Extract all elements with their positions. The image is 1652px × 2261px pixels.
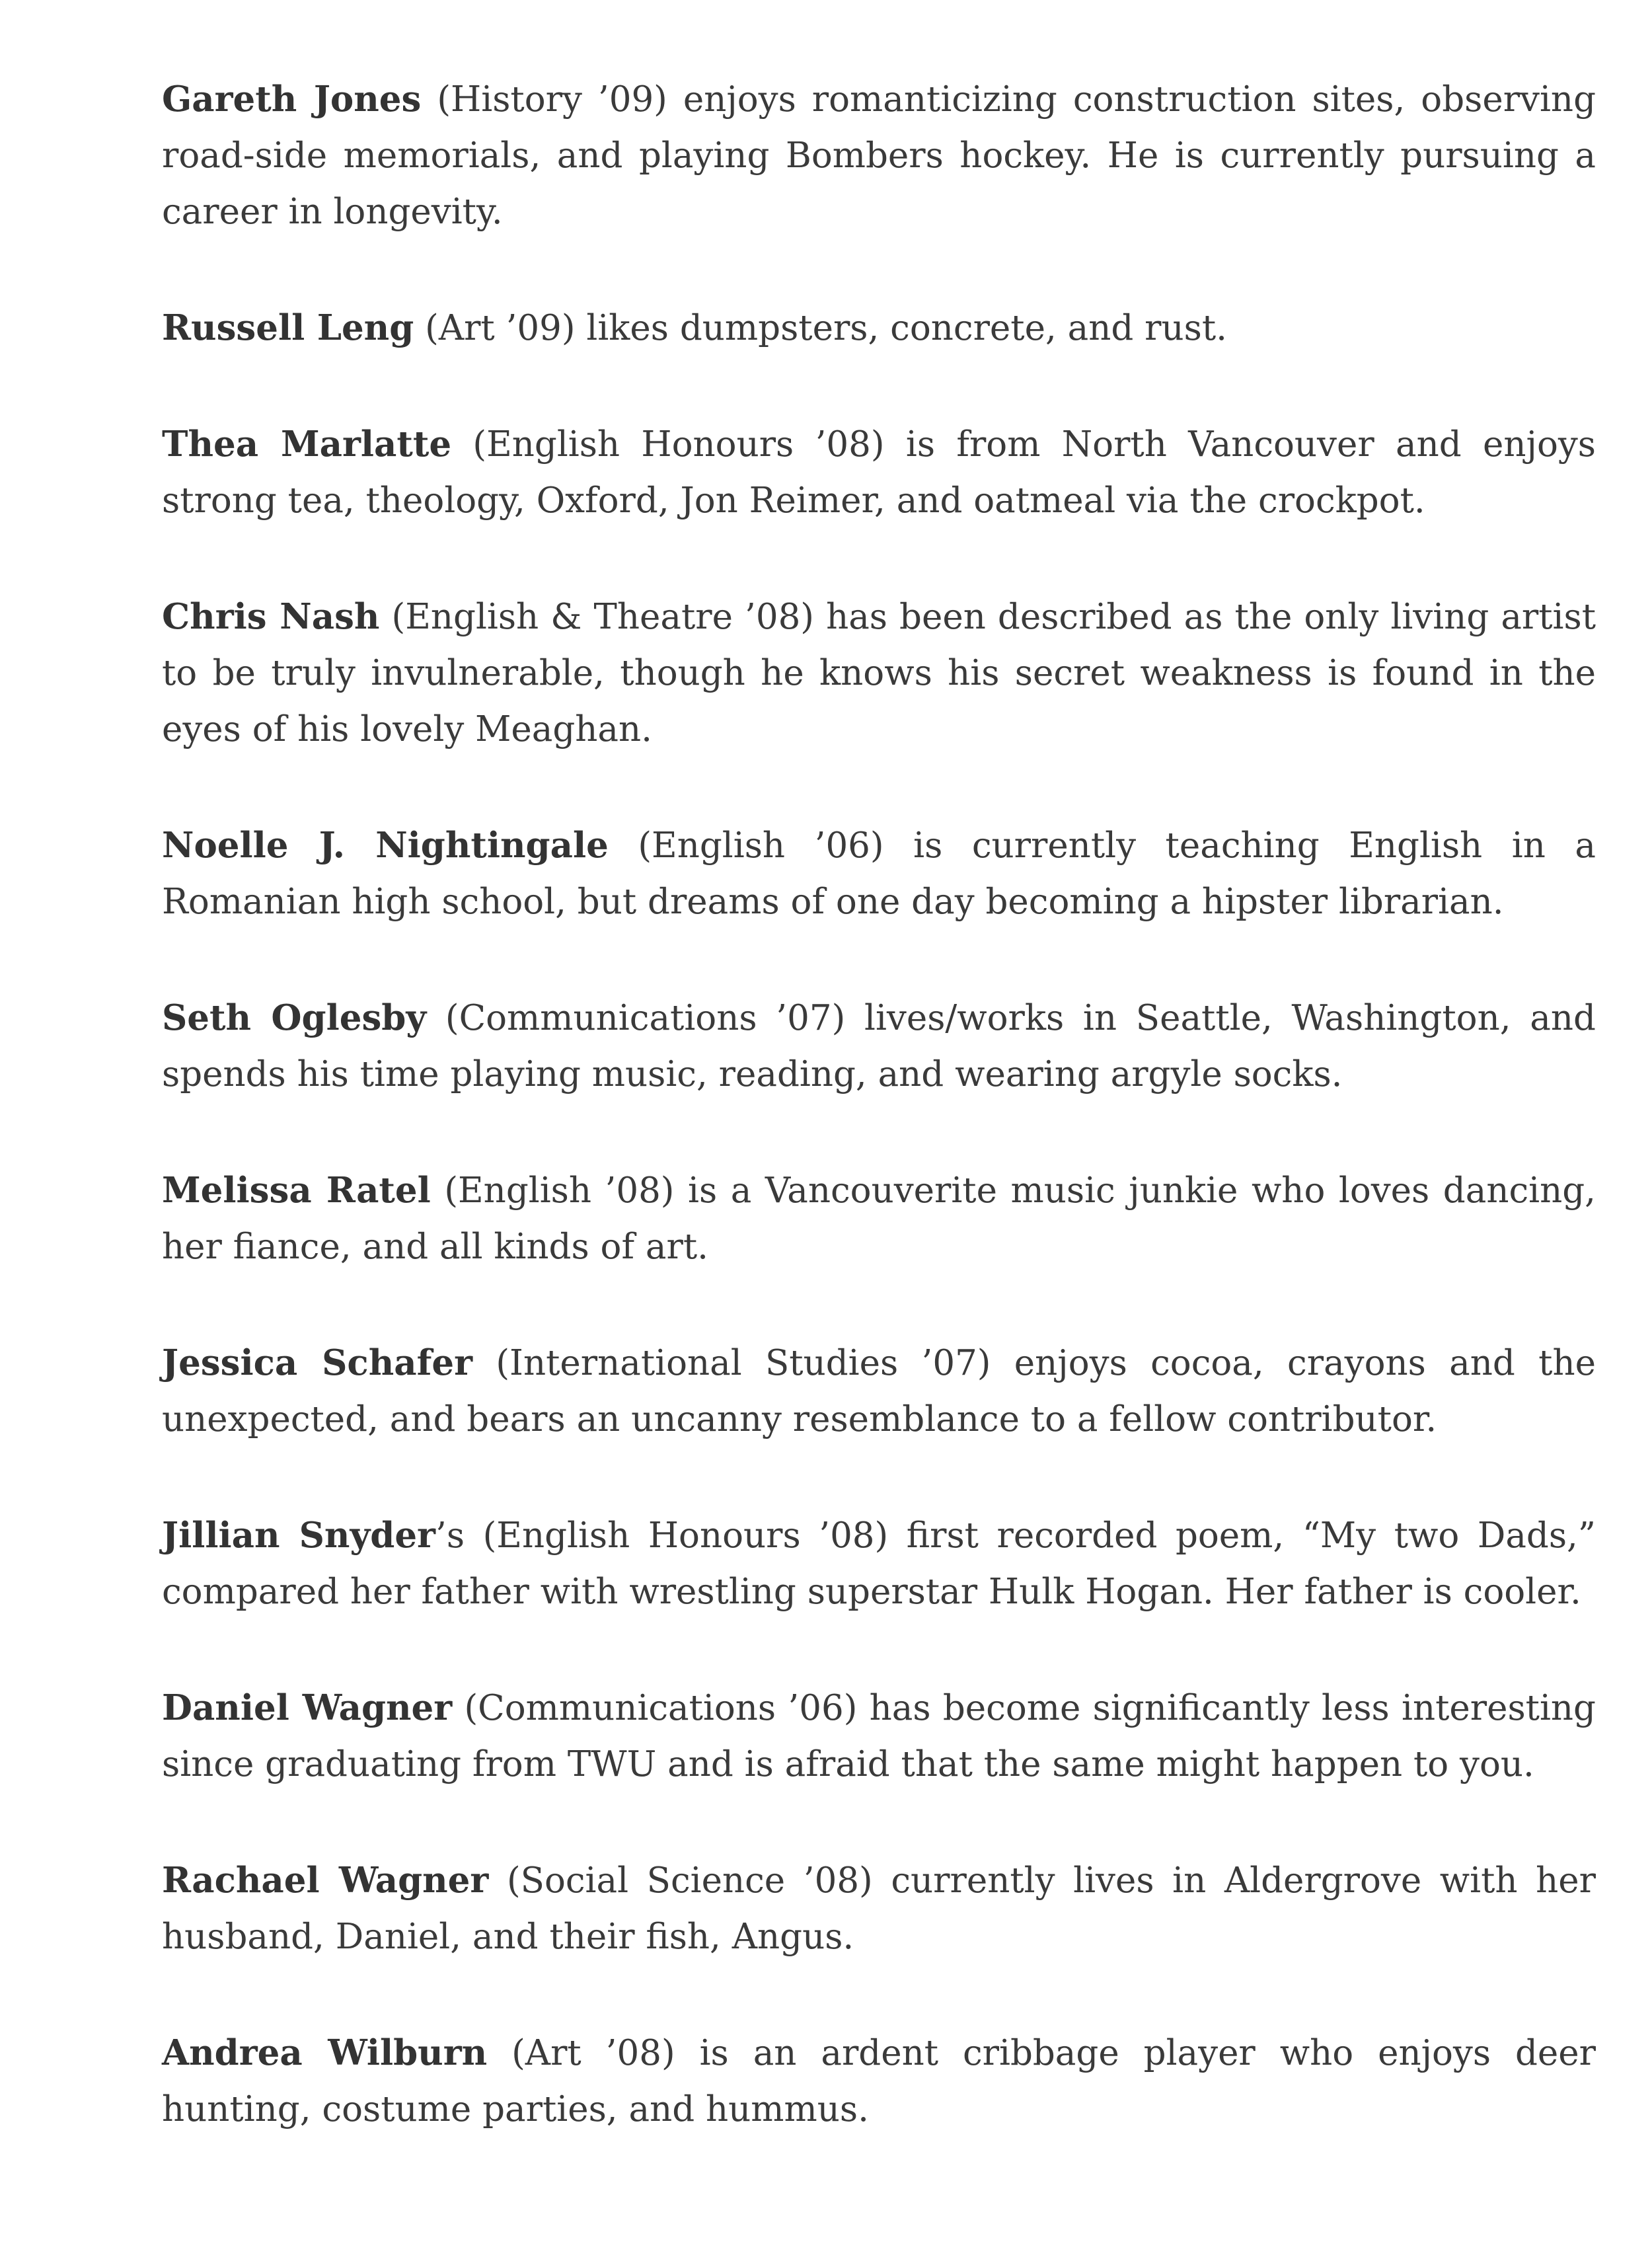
contributor-name: Gareth Jones: [162, 79, 422, 120]
bio-russell-leng: [162, 300, 1596, 356]
contributor-name: Jessica Schafer: [162, 1342, 473, 1383]
contributor-affiliation: (English & Theatre ’08): [391, 597, 814, 637]
bio-jillian-snyder: [162, 1508, 1596, 1620]
contributor-name: Seth Oglesby: [162, 997, 427, 1038]
contributor-affiliation: (International Studies ’07): [496, 1343, 991, 1383]
bio-jessica-schafer: [162, 1335, 1596, 1447]
contributor-description: enjoys cocoa, crayons and the unexpected, and bears an uncanny resemblance to a fellow contributor.: [162, 1343, 1596, 1439]
contributor-description: is an ardent cribbage player who enjoys deer hunting, costume parties, and hummus.: [162, 2033, 1596, 2129]
contributor-name: Noelle J. Nightingale: [162, 825, 609, 866]
bio-seth-oglesby: [162, 990, 1596, 1102]
contributor-name: Andrea Wilburn: [162, 2032, 488, 2073]
contributor-name: Jillian Snyder: [162, 1515, 435, 1556]
bio-thea-marlatte: [162, 416, 1596, 529]
contributor-affiliation: (Communications ’07): [445, 998, 846, 1038]
contributor-description: is currently teaching English in a Romanian high school, but dreams of one day becoming a hipster librarian.: [162, 825, 1596, 922]
bio-daniel-wagner: [162, 1680, 1596, 1792]
contributor-affiliation: (Art ’08): [511, 2033, 675, 2073]
contributor-name: Daniel Wagner: [162, 1687, 453, 1728]
contributor-affiliation: (History ’09): [437, 79, 667, 120]
contributor-description: is a Vancouverite music junkie who loves dancing, her fiance, and all kinds of art.: [162, 1170, 1596, 1267]
contributor-name: Russell Leng: [162, 307, 414, 348]
bio-chris-nash: [162, 589, 1596, 757]
contributor-affiliation: (Art ’09): [425, 308, 576, 348]
contributor-description: currently lives in Aldergrove with her husband, Daniel, and their fish, Angus.: [162, 1860, 1596, 1957]
contributor-name: Melissa Ratel: [162, 1170, 431, 1211]
contributor-description: has become significantly less interesting since graduating from TWU and is afraid that the same might happen to you.: [162, 1688, 1596, 1784]
bio-gareth-jones: [162, 71, 1596, 240]
contributor-description: is from North Vancouver and enjoys strong tea, theology, Oxford, Jon Reimer, and oatmeal via the crockpot.: [162, 424, 1596, 521]
contributor-description: lives/works in Seattle, Washington, and spends his time playing music, reading, and wearing argyle socks.: [162, 998, 1596, 1094]
bio-melissa-ratel: [162, 1163, 1596, 1275]
contributor-bios: [162, 71, 1596, 2198]
contributor-name: Thea Marlatte: [162, 424, 452, 465]
contributor-name: Chris Nash: [162, 596, 380, 637]
contributor-affiliation: (Communications ’06): [464, 1688, 858, 1728]
contributor-possessive: ’s: [435, 1515, 465, 1556]
contributor-affiliation: (English ’06): [638, 825, 884, 866]
contributor-affiliation: (English Honours ’08): [472, 424, 885, 465]
contributor-affiliation: (English ’08): [444, 1170, 675, 1211]
contributor-description: enjoys romanticizing construction sites, observing road-side memorials, and playing Bombers hockey. He is currently pursuing a career in longevity.: [162, 79, 1596, 232]
bio-rachael-wagner: [162, 1853, 1596, 1965]
bio-noelle-nightingale: [162, 818, 1596, 930]
contributor-description: likes dumpsters, concrete, and rust.: [586, 308, 1227, 348]
contributor-name: Rachael Wagner: [162, 1860, 489, 1901]
contributor-affiliation: (Social Science ’08): [506, 1860, 873, 1901]
contributor-description: has been described as the only living artist to be truly invulnerable, though he knows his secret weakness is found in the eyes of his lovely Meaghan.: [162, 597, 1596, 749]
bio-andrea-wilburn: [162, 2025, 1596, 2137]
contributor-affiliation: (English Honours ’08): [482, 1515, 889, 1556]
contributor-description: first recorded poem, “My two Dads,” compared her father with wrestling superstar Hulk Hogan. Her father is cooler.: [162, 1515, 1596, 1612]
